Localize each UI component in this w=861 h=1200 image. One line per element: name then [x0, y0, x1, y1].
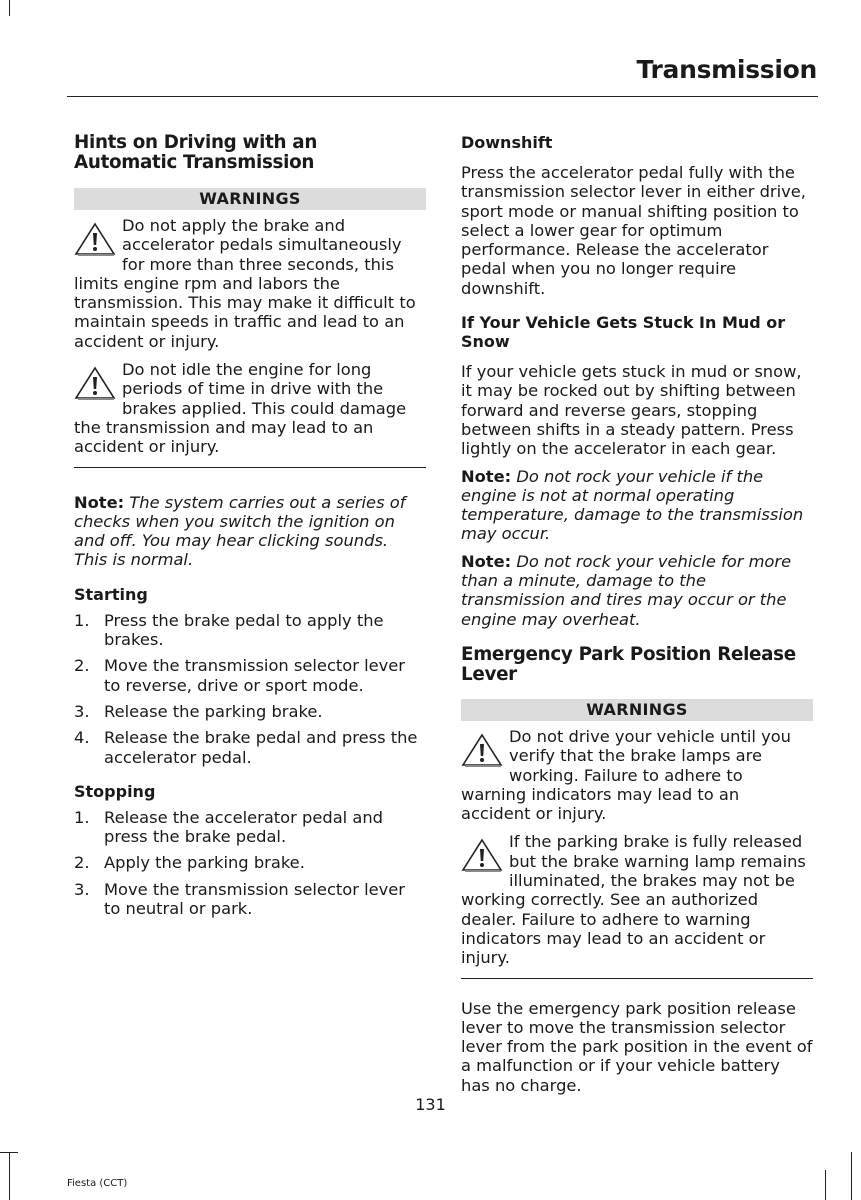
section-heading-automatic-transmission: Hints on Driving with an Automatic Transmission [74, 132, 318, 173]
downshift-heading: Downshift [461, 133, 553, 152]
warnings-title: WARNINGS [461, 699, 813, 721]
warning-item [74, 216, 426, 351]
note-label: Note: [74, 492, 125, 512]
starting-heading: Starting [74, 584, 148, 604]
emergency-park-heading: Emergency Park Position Release Lever [461, 643, 796, 685]
step-number: 1. [74, 807, 90, 827]
stuck-heading: If Your Vehicle Gets Stuck In Mud or Snow [461, 313, 786, 352]
list-item [74, 702, 426, 721]
list-item [74, 728, 426, 767]
note-paragraph [74, 493, 426, 570]
note-paragraph [461, 552, 813, 629]
crop-mark [9, 0, 10, 16]
footer-model: Fiesta (CCT) [67, 1178, 128, 1189]
warnings-box [74, 188, 426, 468]
step-text: Apply the parking brake. [104, 853, 305, 873]
warnings-divider [74, 467, 426, 468]
note-text: Do not rock your vehicle if the engine is not at normal operating temperature, damage to the transmission may occur. [461, 466, 804, 544]
warning-triangle-icon [74, 216, 120, 264]
step-text: Press the brake pedal to apply the brakes. [104, 610, 384, 650]
warning-text: Do not drive your vehicle until you verify that the brake lamps are working. Failure to adhere to warning indicators may lead to an accident or injury. [461, 726, 791, 824]
step-number: 3. [74, 701, 90, 721]
warning-text: Do not idle the engine for long periods of time in drive with the brakes applied. This could damage the transmission and may lead to an accident or injury. [74, 360, 407, 457]
step-number: 1. [74, 610, 90, 630]
warning-item [461, 832, 813, 967]
stuck-text: If your vehicle gets stuck in mud or snow, it may be rocked out by shifting between forward and reverse gears, stopping between shifts in a steady pattern. Press lightly on the accelerator in each gear. [461, 362, 802, 459]
stopping-heading: Stopping [74, 781, 156, 801]
left-column [74, 130, 426, 918]
warnings-box [461, 699, 813, 979]
note-label: Note: [461, 551, 512, 571]
header-divider [67, 96, 818, 97]
starting-steps [74, 611, 426, 767]
step-number: 3. [74, 879, 90, 899]
crop-mark [851, 1152, 852, 1200]
list-item [74, 611, 426, 650]
note-paragraph [461, 467, 813, 544]
right-column [461, 130, 813, 1095]
page-number: 131 [415, 1095, 446, 1114]
note-label: Note: [461, 466, 512, 486]
crop-mark [9, 1152, 10, 1200]
note-text: Do not rock your vehicle for more than a minute, damage to the transmission and tires may occur or the engine may overheat. [461, 551, 792, 629]
step-text: Move the transmission selector lever to reverse, drive or sport mode. [104, 656, 406, 695]
step-number: 2. [74, 656, 90, 676]
warning-triangle-icon [461, 727, 507, 775]
crop-mark [825, 1170, 826, 1200]
warning-triangle-icon [74, 360, 120, 408]
step-text: Release the brake pedal and press the accelerator pedal. [104, 728, 418, 767]
warning-item [74, 360, 426, 456]
downshift-text: Press the accelerator pedal fully with the transmission selector lever in either drive, sport mode or manual shifting position to select a lower gear for optimum performance. Release the accelerator pedal when you no longer require downshift. [461, 163, 806, 298]
step-number: 4. [74, 728, 90, 748]
warning-triangle-icon [461, 832, 507, 880]
note-text: The system carries out a series of checks when you switch the ignition on and off. You may hear clicking sounds. This is normal. [74, 492, 406, 570]
warning-text: Do not apply the brake and accelerator pedals simultaneously for more than three seconds, this limits engine rpm and labors the transmission. This may make it difficult to maintain speeds in traffic and lead to an accident or injury. [74, 216, 416, 351]
list-item [74, 853, 426, 872]
page-title: Transmission [636, 55, 817, 84]
step-text: Release the accelerator pedal and press the brake pedal. [104, 807, 383, 847]
warnings-divider [461, 978, 813, 979]
warning-text: If the parking brake is fully released but the brake warning lamp remains illuminated, the brakes may not be working correctly. See an authorized dealer. Failure to adhere to warning indicators may lead to an accident or injury. [461, 832, 806, 968]
stopping-steps [74, 808, 426, 918]
crop-mark [0, 1152, 18, 1153]
list-item [74, 808, 426, 847]
emergency-text: Use the emergency park position release lever to move the transmission selector lever from the park position in the event of a malfunction or if your vehicle battery has no charge. [461, 998, 813, 1095]
list-item [74, 880, 426, 919]
warning-item [461, 727, 813, 823]
step-text: Move the transmission selector lever to neutral or park. [104, 879, 406, 919]
warnings-title: WARNINGS [74, 188, 426, 210]
list-item [74, 656, 426, 695]
step-number: 2. [74, 853, 90, 873]
step-text: Release the parking brake. [104, 701, 323, 721]
